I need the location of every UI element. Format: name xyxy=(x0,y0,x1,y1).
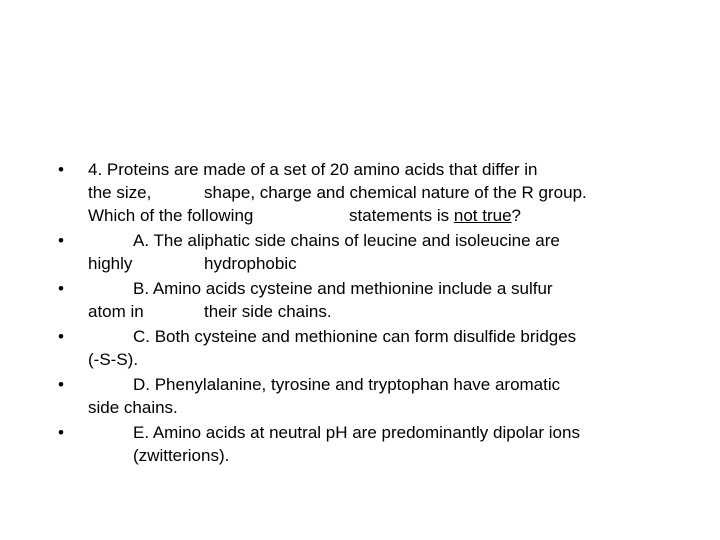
bullet-marker: • xyxy=(58,375,64,394)
option-d-line: side chains. xyxy=(88,398,178,417)
bullet-marker: • xyxy=(58,327,64,346)
question-line xyxy=(88,204,253,228)
question-mark: ? xyxy=(511,206,521,225)
option-a-line: A. The aliphatic side chains of leucine and isoleucine are xyxy=(133,231,560,250)
option-d-line: D. Phenylalanine, tyrosine and tryptophan have aromatic xyxy=(133,375,561,394)
emphasis-not-true: not true xyxy=(453,206,512,225)
bullet-marker: • xyxy=(58,231,64,250)
option-c-line: (-S-S). xyxy=(88,350,139,369)
bullet-marker: • xyxy=(58,160,64,179)
bullet-marker: • xyxy=(58,423,64,442)
question-text: statements is xyxy=(349,206,454,225)
option-b-line: atom in xyxy=(88,302,144,321)
option-a-line: highly xyxy=(88,254,133,273)
option-e-line: (zwitterions). xyxy=(133,446,230,465)
question-line xyxy=(349,204,521,228)
question-text: Which of the following xyxy=(88,206,254,225)
question-line: 4. Proteins are made of a set of 20 amino acids that differ in xyxy=(88,160,538,179)
bullet-marker: • xyxy=(58,279,64,298)
option-b-line: their side chains. xyxy=(204,302,332,321)
option-c-line: C. Both cysteine and methionine can form disulfide bridges xyxy=(133,327,577,346)
option-e-line: E. Amino acids at neutral pH are predominantly dipolar ions xyxy=(133,423,580,442)
question-line: the size, xyxy=(88,183,152,202)
option-a-line: hydrophobic xyxy=(204,254,297,273)
option-b-line: B. Amino acids cysteine and methionine include a sulfur xyxy=(133,279,553,298)
question-line: shape, charge and chemical nature of the R group. xyxy=(204,183,587,202)
